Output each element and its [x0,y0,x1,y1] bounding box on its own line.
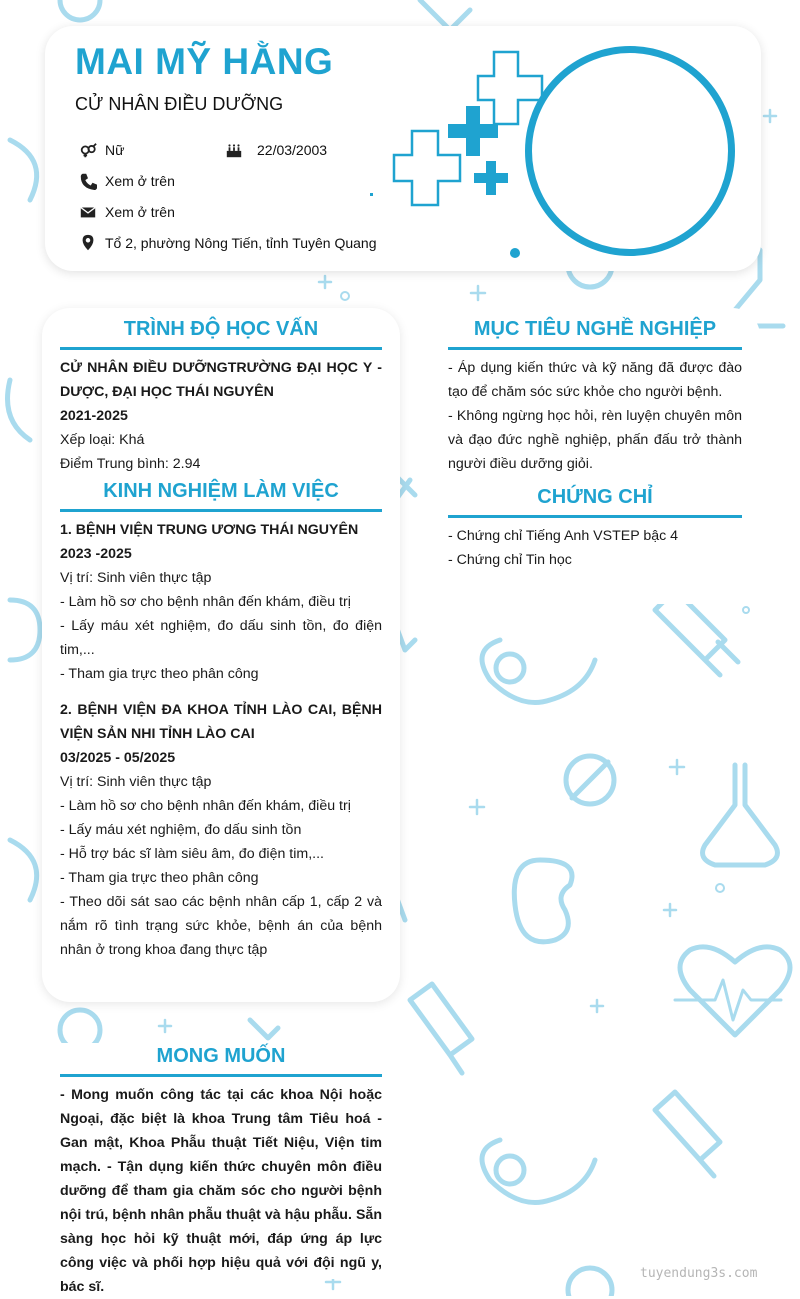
gender-value: Nữ [105,142,125,158]
decor-dot [510,248,520,258]
email-icon [79,203,97,221]
pill-icon [60,0,100,20]
experience-line: Vị trí: Sinh viên thực tập [60,570,212,586]
education-section [42,350,400,476]
pill-icon [568,1268,612,1296]
experience-item [60,518,382,686]
syringe-icon [655,1092,720,1176]
dob-row [225,141,327,159]
wishes-section [42,1077,400,1299]
education-rank: Xếp loại: Khá [60,432,145,448]
objective-line: - Áp dụng kiến thức và kỹ năng đã được đào tạo để chăm sóc sức khỏe cho người bệnh. [448,360,742,400]
section-title-certificates: CHỨNG CHỈ [448,486,742,518]
certificate-item: - Chứng chỉ Tin học [448,552,572,568]
wishes-text: - Mong muốn công tác tại các khoa Nội hoặc Ngoại, đặc biệt là khoa Trung tâm Tiêu hoá - Gan mật, Khoa Phẫu thuật Tiết Niệu, Viện tim mạch. - Tận dụng kiến thức chuyên môn điều dưỡng để tham gia chăm sóc cho người bệnh nội trú, bệnh nhân phẫu thuật và hậu phẫu. Sẵn sàng học hỏi kỹ thuật mới, đáp ứng áp lực công việc và phối hợp hiệu quả với đội ngũ y, bác sĩ. [60,1087,382,1295]
stethoscope-icon [496,1156,524,1184]
experience-line: - Làm hồ sơ cho bệnh nhân đến khám, điều trị [60,798,351,814]
email-value: Xem ở trên [105,204,175,220]
experience-item [60,698,382,962]
phone-icon [79,172,97,190]
experience-line: - Tham gia trực theo phân công [60,870,259,886]
gender-icon [79,141,97,159]
stethoscope-icon [496,654,524,682]
birthday-cake-icon [225,141,243,159]
kidney-icon [514,860,572,942]
experience-period: 03/2025 - 05/2025 [60,750,176,766]
flask-icon [703,765,778,865]
avatar-photo-frame [525,46,735,256]
experience-org: 1. BỆNH VIỆN TRUNG ƯƠNG THÁI NGUYÊN [60,522,359,538]
experience-line: Vị trí: Sinh viên thực tập [60,774,212,790]
experience-line: - Lấy máu xét nghiệm, đo dấu sinh tồn [60,822,302,838]
experience-line: - Tham gia trực theo phân công [60,666,259,682]
address-row [79,234,377,252]
experience-section [42,512,400,962]
section-title-education: TRÌNH ĐỘ HỌC VẤN [60,318,382,350]
experience-line: - Lấy máu xét nghiệm, đo dấu sinh tồn, đo điện tim,... [60,618,382,658]
location-pin-icon [79,234,97,252]
job-title: CỬ NHÂN ĐIỀU DƯỠNG [75,94,284,114]
stethoscope-icon [482,1140,595,1203]
education-degree: CỬ NHÂN ĐIỀU DƯỠNGTRƯỜNG ĐẠI HỌC Y - DƯỢC, ĐẠI HỌC THÁI NGUYÊN [60,360,382,400]
certificates-section [430,518,760,572]
experience-period: 2023 -2025 [60,546,132,562]
gender-row [79,141,124,159]
experience-line: - Theo dõi sát sao các bệnh nhân cấp 1, cấp 2 và nắm rõ tình trạng sức khỏe, bệnh án của bệnh nhân ở trong khoa đang thực tập [60,894,382,958]
education-years: 2021-2025 [60,408,128,424]
watermark: tuyendung3s.com [640,1266,758,1281]
address-value: Tổ 2, phường Nông Tiến, tỉnh Tuyên Quang [105,235,377,251]
certificate-item: - Chứng chỉ Tiếng Anh VSTEP bậc 4 [448,528,679,544]
objective-section [430,350,760,476]
section-title-objective: MỤC TIÊU NGHỀ NGHIỆP [448,318,742,350]
objective-line: - Không ngừng học hỏi, rèn luyện chuyên môn và đạo đức nghề nghiệp, phấn đấu trở thành người điều dưỡng giỏi. [448,408,742,472]
left-column [42,308,400,1002]
section-title-experience: KINH NGHIỆM LÀM VIỆC [60,480,382,512]
phone-row [79,172,175,190]
dob-value: 22/03/2003 [257,142,328,158]
decor-dot [370,193,373,196]
experience-line: - Hỗ trợ bác sĩ làm siêu âm, đo điện tim,... [60,846,324,862]
phone-value: Xem ở trên [105,173,175,189]
syringe-icon [410,984,472,1073]
education-gpa: Điểm Trung bình: 2.94 [60,456,201,472]
wishes-card [42,1043,400,1295]
right-column [430,308,760,604]
email-row [79,203,175,221]
section-title-wishes: MONG MUỐN [60,1045,382,1077]
experience-org: 2. BỆNH VIỆN ĐA KHOA TỈNH LÀO CAI, BỆNH VIỆN SẢN NHI TỈNH LÀO CAI [60,702,382,742]
candidate-name: MAI MỸ HẰNG [75,41,334,82]
profile-header [45,26,761,271]
experience-line: - Làm hồ sơ cho bệnh nhân đến khám, điều trị [60,594,351,610]
heart-icon [680,947,790,1035]
